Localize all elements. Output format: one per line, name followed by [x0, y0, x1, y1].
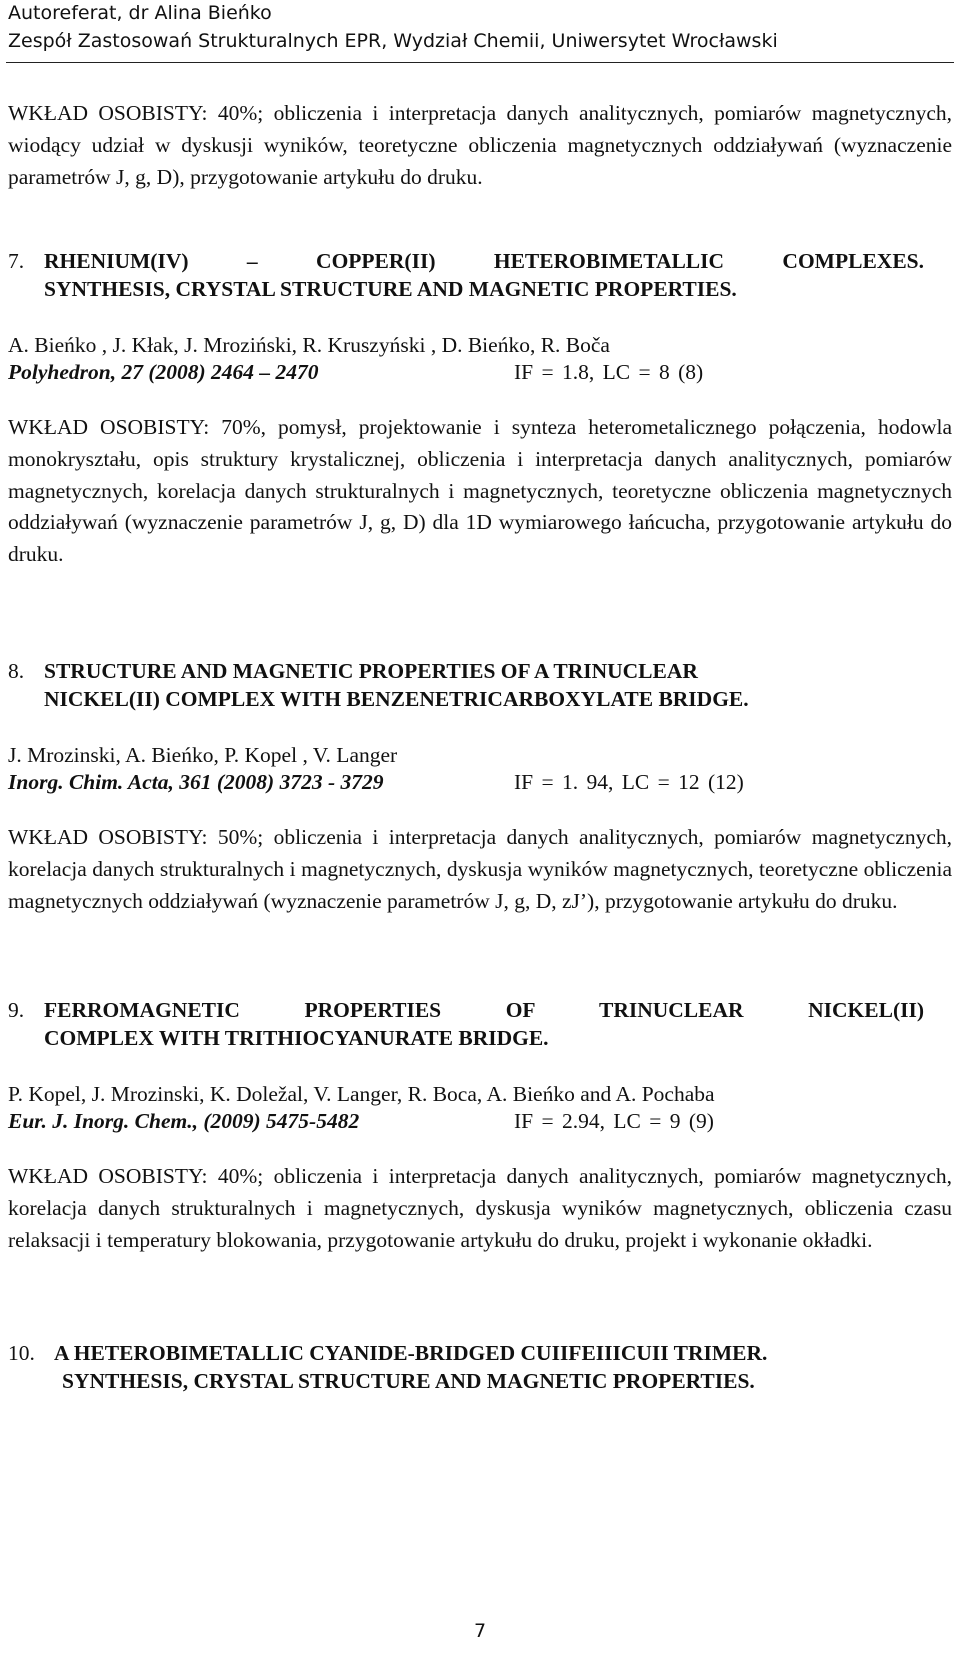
- pub-9-title-line2: COMPLEX WITH TRITHIOCYANURATE BRIDGE.: [44, 1026, 549, 1050]
- pub-7-journal: Polyhedron, 27 (2008) 2464 – 2470: [8, 360, 319, 384]
- pub-8-title-line2: NICKEL(II) COMPLEX WITH BENZENETRICARBOXYLATE BRIDGE.: [44, 687, 749, 711]
- pub-9-journal: Eur. J. Inorg. Chem., (2009) 5475-5482: [8, 1109, 360, 1133]
- pub-8-metrics: IF = 1. 94, LC = 12 (12): [514, 770, 744, 794]
- pub-9-metrics: IF = 2.94, LC = 9 (9): [514, 1109, 714, 1133]
- pub-7-title-line2: SYNTHESIS, CRYSTAL STRUCTURE AND MAGNETIC PROPERTIES.: [44, 277, 737, 301]
- pub-7-authors: A. Bieńko , J. Kłak, J. Mroziński, R. Kruszyński , D. Bieńko, R. Boča: [8, 333, 610, 357]
- pub-7-metrics: IF = 1.8, LC = 8 (8): [514, 360, 704, 384]
- intro-contribution: WKŁAD OSOBISTY: 40%; obliczenia i interpretacja danych analitycznych, pomiarów magnetycznych, wiodący udział w dyskusji wyników, teoretyczne obliczenia magnetycznych oddziaływań (wyznaczenie parametrów J, g, D), przygotowanie artykułu do druku.: [8, 101, 952, 189]
- pub-8-number: 8.: [8, 659, 25, 683]
- running-header-affiliation: Zespół Zastosowań Strukturalnych EPR, Wydział Chemii, Uniwersytet Wrocławski: [8, 30, 778, 52]
- pub-7-contribution: WKŁAD OSOBISTY: 70%, pomysł, projektowanie i synteza heterometalicznego połączenia, hodowla monokryształu, opis struktury krystalicznej, obliczenia i interpretacja danych analitycznych, pomiarów magnetycznych, korelacja danych strukturalnych i magnetycznych, teoretyczne obliczenia magnetycznych oddziaływań (wyznaczenie parametrów J, g, D) dla 1D wymiarowego łańcucha, przygotowanie artykułu do druku.: [8, 415, 952, 567]
- pub-10-title-line1: A HETEROBIMETALLIC CYANIDE-BRIDGED CUIIFEIIICUII TRIMER.: [54, 1341, 768, 1365]
- pub-9-contribution: WKŁAD OSOBISTY: 40%; obliczenia i interpretacja danych analitycznych, pomiarów magnetycznych, korelacja danych strukturalnych i magnetycznych, dyskusja wyników magnetycznych, obliczenia czasu relaksacji i temperatury blokowania, przygotowanie artykułu do druku, projekt i wykonanie okładki.: [8, 1164, 952, 1252]
- pub-8-contribution: WKŁAD OSOBISTY: 50%; obliczenia i interpretacja danych analitycznych, pomiarów magnetycznych, korelacja danych strukturalnych i magnetycznych, dyskusja wyników magnetycznych, teoretyczne obliczenia magnetycznych oddziaływań (wyznaczenie parametrów J, g, D, zJ’), przygotowanie artykułu do druku.: [8, 825, 952, 913]
- header-divider: [6, 62, 954, 63]
- page-number: 7: [473, 1620, 487, 1642]
- pub-7-title-line1: RHENIUM(IV) – COPPER(II) HETEROBIMETALLIC COMPLEXES.: [44, 249, 924, 273]
- pub-9-title-line1: FERROMAGNETIC PROPERTIES OF TRINUCLEAR NICKEL(II): [44, 998, 924, 1022]
- pub-9-authors: P. Kopel, J. Mrozinski, K. Doležal, V. Langer, R. Boca, A. Bieńko and A. Pochaba: [8, 1082, 715, 1106]
- pub-8-journal: Inorg. Chim. Acta, 361 (2008) 3723 - 3729: [8, 770, 384, 794]
- pub-10-number: 10.: [8, 1341, 35, 1365]
- pub-9-number: 9.: [8, 998, 25, 1022]
- pub-8-authors: J. Mrozinski, A. Bieńko, P. Kopel , V. Langer: [8, 743, 398, 767]
- pub-7-number: 7.: [8, 249, 25, 273]
- pub-10-title-line2: SYNTHESIS, CRYSTAL STRUCTURE AND MAGNETIC PROPERTIES.: [62, 1369, 755, 1393]
- running-header-author: Autoreferat, dr Alina Bieńko: [8, 2, 272, 24]
- pub-8-title-line1: STRUCTURE AND MAGNETIC PROPERTIES OF A TRINUCLEAR: [44, 659, 698, 683]
